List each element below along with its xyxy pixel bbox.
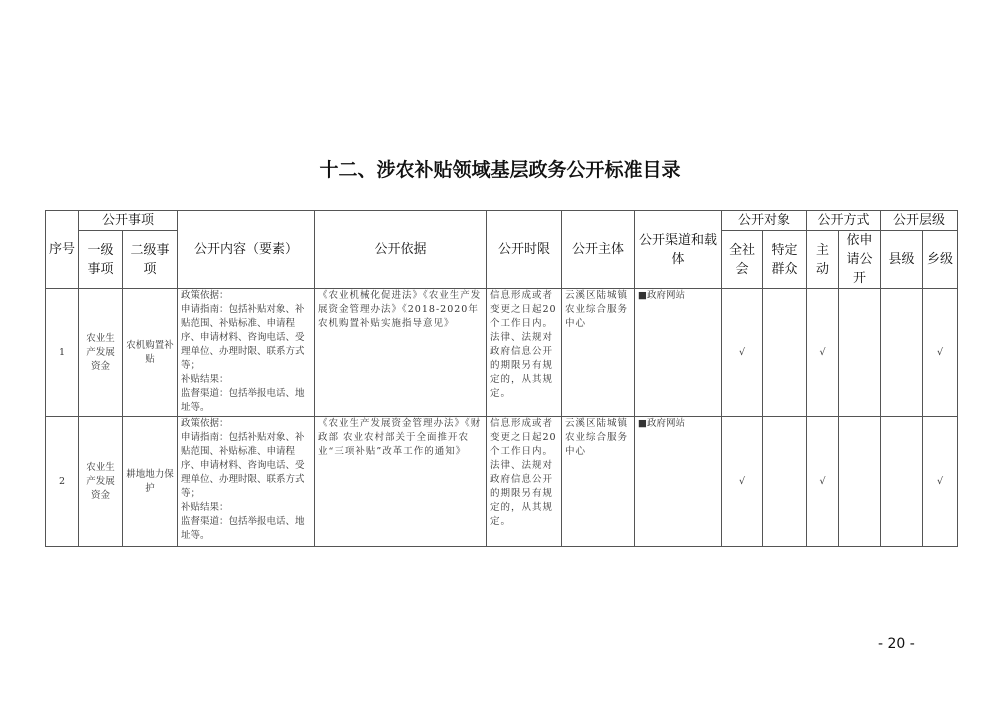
- row-level1: 农业生产发展资金: [79, 289, 123, 417]
- row-channel: ■政府网站: [635, 289, 722, 417]
- header-level-group: 公开层级: [881, 211, 958, 231]
- row-level2: 耕地地力保护: [123, 417, 178, 547]
- header-level1: 一级事项: [79, 231, 123, 289]
- check-active: √: [807, 289, 839, 417]
- row-subject: 云溪区陆城镇农业综合服务中心: [562, 417, 635, 547]
- check-specific-group: [763, 289, 807, 417]
- row-time-limit: 信息形成或者变更之日起20个工作日内。法律、法规对政府信息公开的期限另有规定的，从其规定。: [487, 417, 562, 547]
- row-basis: 《农业生产发展资金管理办法》《财政部 农业农村部关于全面推开农业“三项补贴”改革工作的通知》: [315, 417, 487, 547]
- header-township: 乡级: [923, 231, 958, 289]
- row-seq: 1: [46, 289, 79, 417]
- content-line: 申请指南：包括补贴对象、补贴范围、补贴标准、申请程序、申请材料、咨询电话、受理单位、办理时限、联系方式等；: [181, 432, 305, 499]
- table-row: [46, 417, 958, 547]
- check-active: √: [807, 417, 839, 547]
- row-seq: 2: [46, 417, 79, 547]
- header-level2: 二级事项: [123, 231, 178, 289]
- content-line: 政策依据：: [181, 290, 229, 301]
- header-target-group: 公开对象: [722, 211, 807, 231]
- row-basis: 《农业机械化促进法》《农业生产发展资金管理办法》《2018-2020年农机购置补贴实施指导意见》: [315, 289, 487, 417]
- row-level1: 农业生产发展资金: [79, 417, 123, 547]
- header-on-request: 依申请公开: [839, 231, 881, 289]
- check-all-society: √: [722, 417, 763, 547]
- row-level2: 农机购置补贴: [123, 289, 178, 417]
- row-channel: ■政府网站: [635, 417, 722, 547]
- header-active: 主动: [807, 231, 839, 289]
- content-line: 监督渠道：包括举报电话、地址等。: [181, 388, 305, 413]
- content-line: 申请指南：包括补贴对象、补贴范围、补贴标准、申请程序、申请材料、咨询电话、受理单位、办理时限、联系方式等；: [181, 304, 305, 371]
- content-line: 补贴结果：: [181, 502, 229, 513]
- header-channel: 公开渠道和载体: [635, 211, 722, 289]
- header-county: 县级: [881, 231, 923, 289]
- content-line: 政策依据：: [181, 418, 229, 429]
- header-time-limit: 公开时限: [487, 211, 562, 289]
- check-township: √: [923, 289, 958, 417]
- disclosure-table: [45, 210, 958, 547]
- row-time-limit: 信息形成或者变更之日起20个工作日内。法律、法规对政府信息公开的期限另有规定的，从其规定。: [487, 289, 562, 417]
- row-subject: 云溪区陆城镇农业综合服务中心: [562, 289, 635, 417]
- row-content: [178, 417, 315, 547]
- header-basis: 公开依据: [315, 211, 487, 289]
- table-row: [46, 289, 958, 417]
- header-content: 公开内容（要素）: [178, 211, 315, 289]
- check-township: √: [923, 417, 958, 547]
- page-number: - 20 -: [878, 636, 915, 652]
- header-item-group: 公开事项: [79, 211, 178, 231]
- header-subject: 公开主体: [562, 211, 635, 289]
- check-county: [881, 289, 923, 417]
- header-specific-group: 特定群众: [763, 231, 807, 289]
- page-title: 十二、涉农补贴领域基层政务公开标准目录: [319, 159, 681, 181]
- header-all-society: 全社会: [722, 231, 763, 289]
- header-seq: 序号: [46, 211, 79, 289]
- check-on-request: [839, 289, 881, 417]
- check-on-request: [839, 417, 881, 547]
- check-county: [881, 417, 923, 547]
- check-specific-group: [763, 417, 807, 547]
- content-line: 补贴结果：: [181, 374, 229, 385]
- row-content: [178, 289, 315, 417]
- check-all-society: √: [722, 289, 763, 417]
- content-line: 监督渠道：包括举报电话、地址等。: [181, 516, 305, 541]
- header-method-group: 公开方式: [807, 211, 881, 231]
